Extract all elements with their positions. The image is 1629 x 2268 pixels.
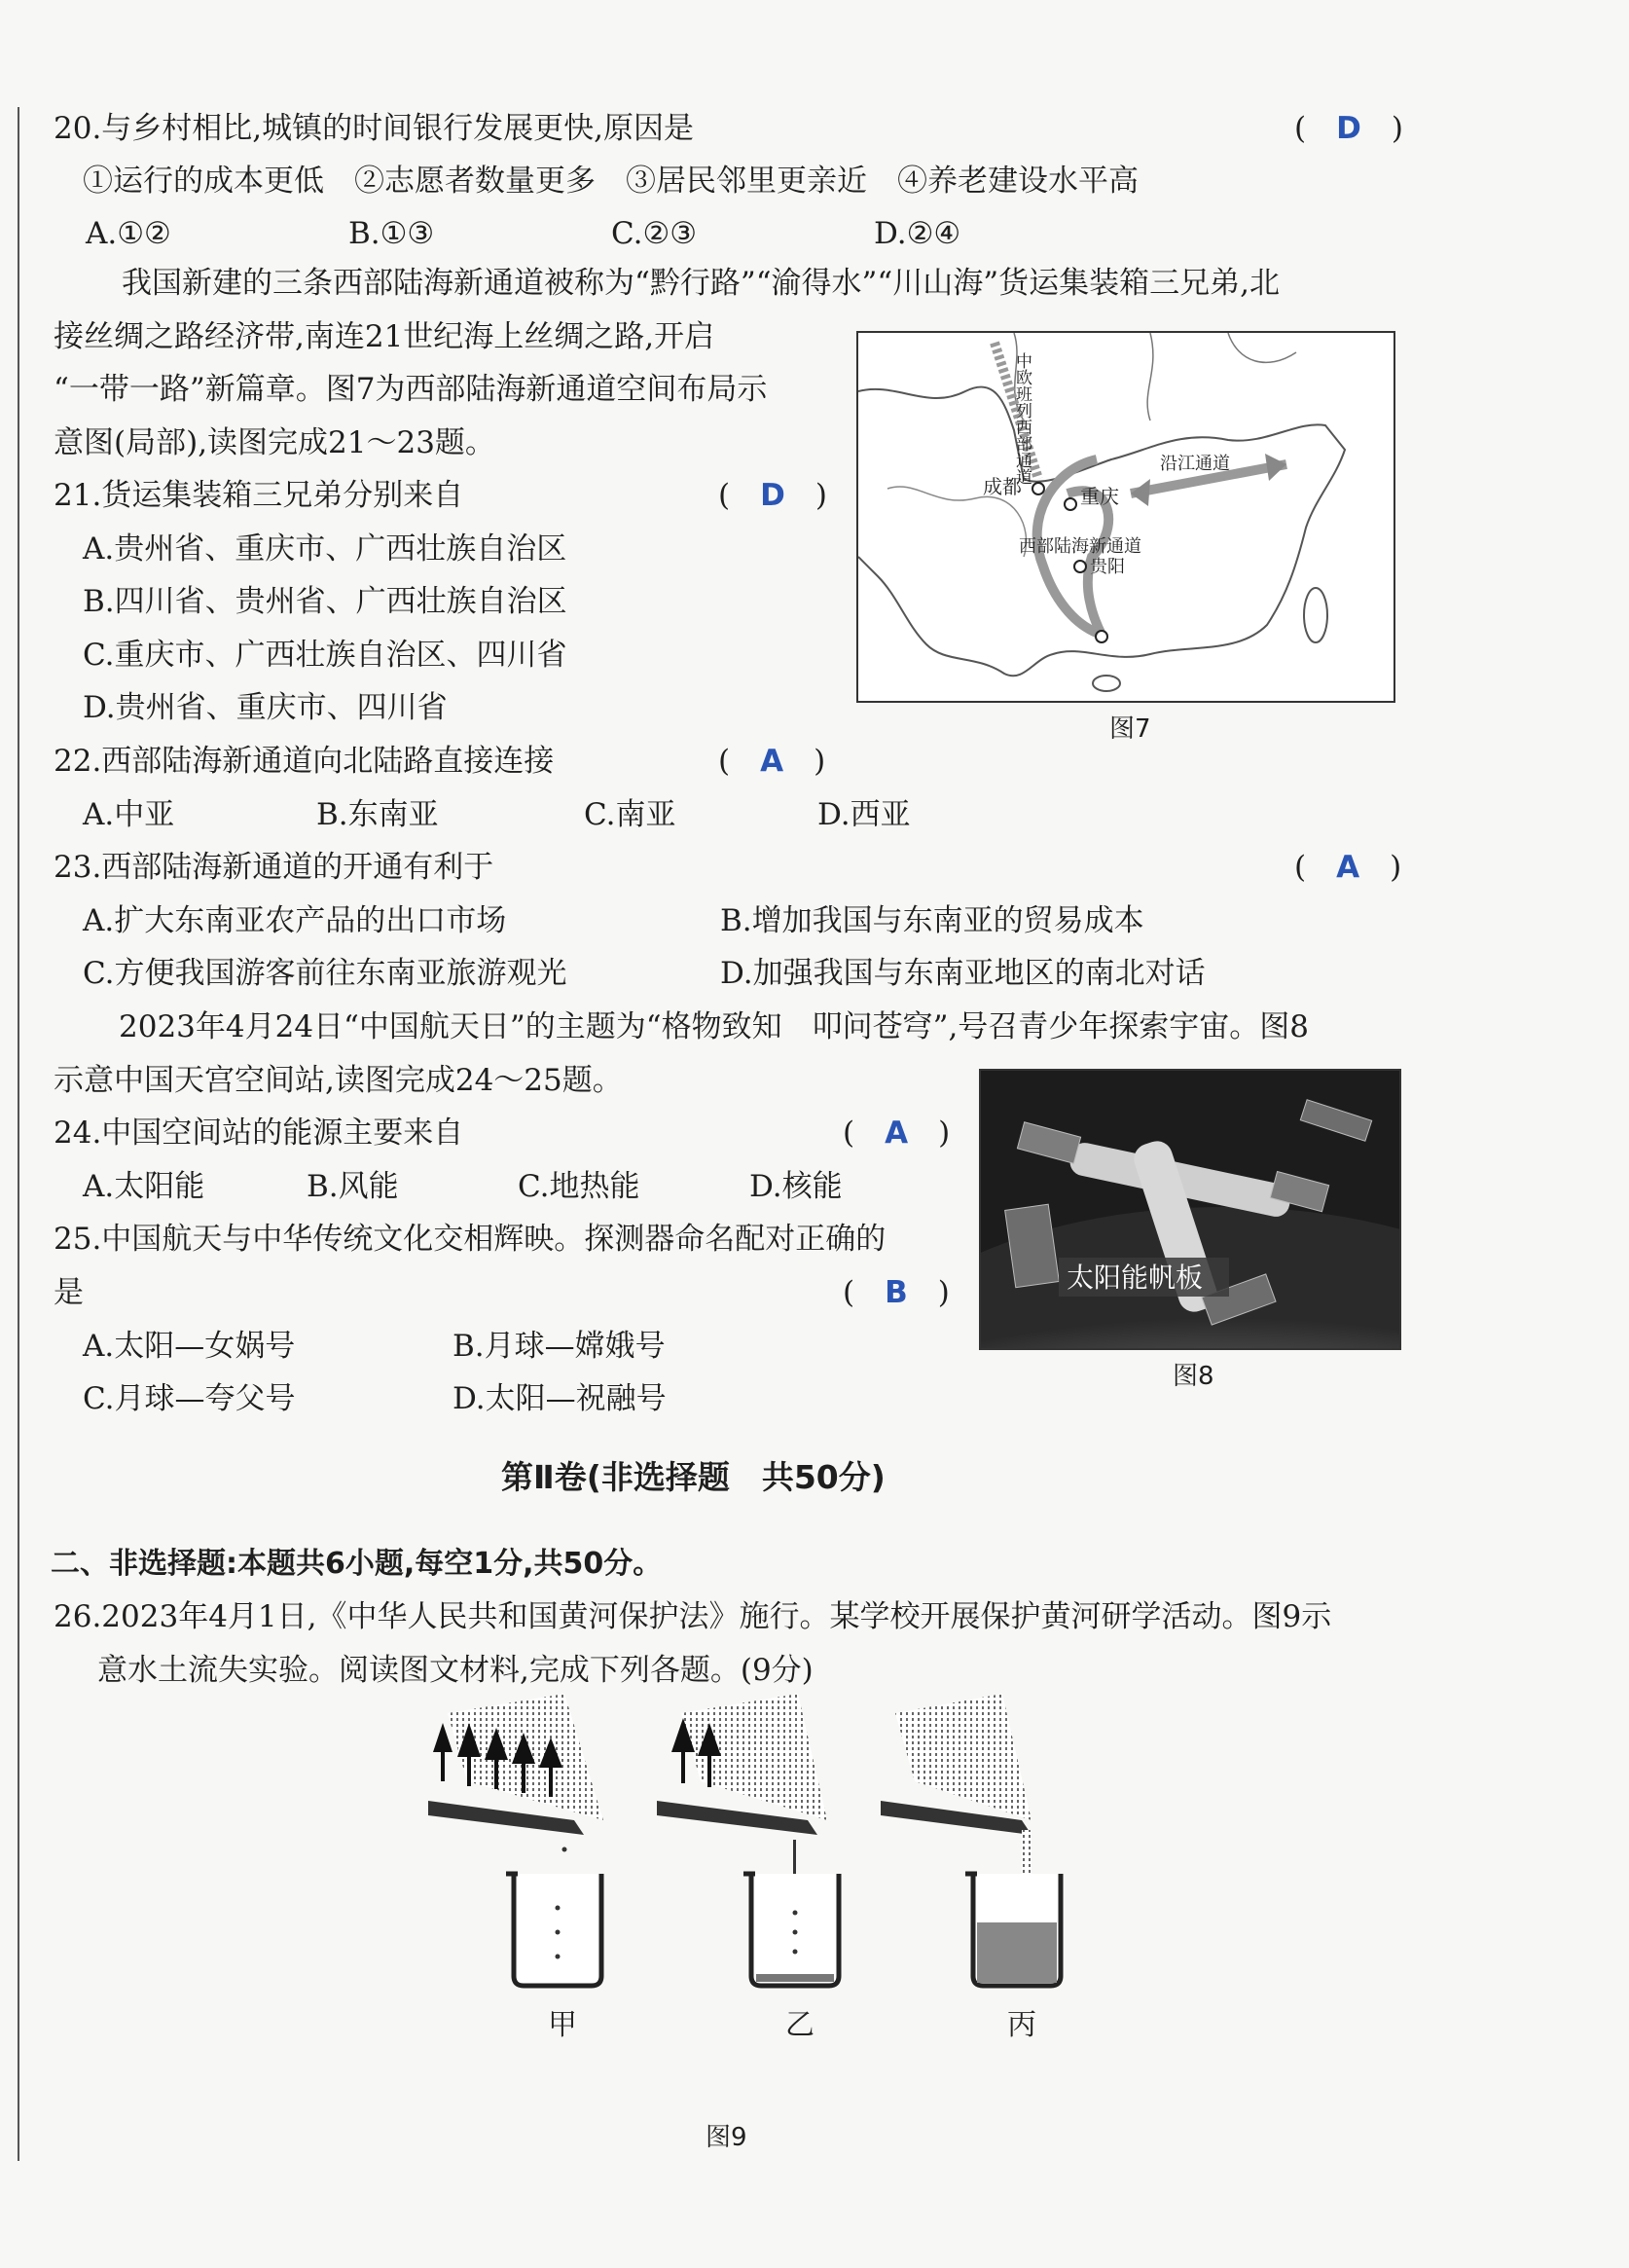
label-guiyang: 贵阳 bbox=[1090, 557, 1125, 577]
map-borders bbox=[1014, 333, 1296, 421]
q23-stem: 23.西部陆海新通道的开通有利于 bbox=[54, 850, 494, 885]
q26-line1: 26.2023年4月1日,《中华人民共和国黄河保护法》施行。某学校开展保护黄河研学活动。图9示 bbox=[54, 1599, 1332, 1634]
q20-answer: ( D ) bbox=[1294, 111, 1403, 146]
q21-stem: 21.货运集装箱三兄弟分别来自 bbox=[54, 478, 464, 513]
q24-answer: ( A ) bbox=[843, 1116, 951, 1151]
q21-answer-letter: D bbox=[760, 478, 785, 513]
q24-option-a: A.太阳能 bbox=[83, 1169, 205, 1204]
q20-option-d: D.②④ bbox=[874, 216, 961, 251]
label-yi: 乙 bbox=[785, 2008, 814, 2042]
figure-8-svg bbox=[981, 1071, 1399, 1348]
label-bing: 丙 bbox=[1007, 2008, 1036, 2042]
q23-answer: ( A ) bbox=[1294, 850, 1402, 885]
city-guiyang-marker bbox=[1074, 561, 1086, 572]
label-solar-panel: 太阳能帆板 bbox=[1067, 1262, 1204, 1294]
intro21-line2: 接丝绸之路经济带,南连21世纪海上丝绸之路,开启 bbox=[54, 319, 715, 354]
arrow-yanjiang-east bbox=[1265, 454, 1286, 481]
setup-bing bbox=[881, 1694, 1061, 1986]
setup-yi bbox=[657, 1694, 839, 1986]
q20-stem: 20.与乡村相比,城镇的时间银行发展更快,原因是 bbox=[54, 111, 695, 146]
q22-answer: ( A ) bbox=[718, 744, 826, 779]
figure-8-caption: 图8 bbox=[1173, 1362, 1214, 1391]
q24-option-d: D.核能 bbox=[749, 1169, 843, 1204]
island-taiwan bbox=[1304, 588, 1327, 642]
q22-option-a: A.中亚 bbox=[83, 797, 175, 832]
q22-answer-letter: A bbox=[760, 744, 784, 779]
q25-stem-line2: 是 bbox=[54, 1275, 84, 1310]
q24-option-b: B.风能 bbox=[307, 1169, 399, 1204]
q21-option-a: A.贵州省、重庆市、广西壮族自治区 bbox=[83, 531, 567, 567]
label-chongqing: 重庆 bbox=[1080, 485, 1119, 508]
q20-option-c: C.②③ bbox=[611, 216, 698, 251]
q23-answer-letter: A bbox=[1336, 850, 1360, 885]
label-yanjiang: 沿江通道 bbox=[1160, 454, 1230, 474]
q22-option-d: D.西亚 bbox=[817, 797, 911, 832]
intro21-line3: “一带一路”新篇章。图7为西部陆海新通道空间布局示 bbox=[54, 372, 768, 407]
city-chengdu-marker bbox=[1032, 483, 1044, 494]
figure-7-caption: 图7 bbox=[1109, 714, 1151, 744]
q24-stem: 24.中国空间站的能源主要来自 bbox=[54, 1116, 464, 1151]
arrow-yanjiang-west bbox=[1131, 479, 1150, 506]
q20-answer-letter: D bbox=[1336, 111, 1361, 146]
label-jia: 甲 bbox=[548, 2008, 577, 2042]
figure-9-experiment bbox=[409, 1694, 1109, 2112]
setup-jia bbox=[428, 1694, 603, 1986]
binding-margin-line bbox=[18, 107, 19, 2161]
q23-option-b: B.增加我国与东南亚的贸易成本 bbox=[720, 903, 1144, 938]
part2-title: 第Ⅱ卷(非选择题 共50分) bbox=[501, 1458, 886, 1496]
figure-9-svg bbox=[409, 1694, 1109, 2112]
q21-option-c: C.重庆市、广西壮族自治区、四川省 bbox=[83, 638, 567, 673]
q22-stem: 22.西部陆海新通道向北陆路直接连接 bbox=[54, 744, 555, 779]
q23-option-c: C.方便我国游客前往东南亚旅游观光 bbox=[83, 956, 567, 991]
q21-option-d: D.贵州省、重庆市、四川省 bbox=[83, 690, 448, 725]
q25-option-b: B.月球—嫦娥号 bbox=[452, 1329, 666, 1364]
city-chongqing-marker bbox=[1065, 498, 1076, 510]
q26-line2: 意水土流失实验。阅读图文材料,完成下列各题。(9分) bbox=[97, 1653, 814, 1688]
intro24-line2: 示意中国天宫空间站,读图完成24～25题。 bbox=[54, 1063, 623, 1098]
label-chengdu: 成都 bbox=[983, 475, 1022, 498]
intro21-line4: 意图(局部),读图完成21～23题。 bbox=[54, 425, 495, 460]
q21-answer: ( D ) bbox=[718, 478, 827, 513]
figure-8-photo bbox=[979, 1069, 1401, 1350]
figure-7-svg bbox=[858, 333, 1394, 701]
q25-option-c: C.月球—夸父号 bbox=[83, 1381, 296, 1416]
part2-heading: 二、非选择题:本题共6小题,每空1分,共50分。 bbox=[51, 1547, 663, 1581]
island-hainan bbox=[1093, 676, 1120, 691]
q25-answer-letter: B bbox=[885, 1275, 908, 1310]
intro21-line1: 我国新建的三条西部陆海新通道被称为“黔行路”“渝得水”“川山海”货运集装箱三兄弟,北 bbox=[122, 266, 1280, 301]
q25-option-a: A.太阳—女娲号 bbox=[83, 1329, 296, 1364]
q24-answer-letter: A bbox=[885, 1116, 909, 1151]
label-zhongou: 中欧班列西部通道 bbox=[1012, 352, 1032, 485]
figure-9-caption: 图9 bbox=[706, 2123, 747, 2152]
figure-7-map bbox=[856, 331, 1395, 703]
label-xibu: 西部陆海新通道 bbox=[1019, 536, 1141, 557]
q20-option-b: B.①③ bbox=[348, 216, 435, 251]
q20-option-a: A.①② bbox=[86, 216, 171, 251]
q25-answer: ( B ) bbox=[843, 1275, 950, 1310]
q23-option-a: A.扩大东南亚农产品的出口市场 bbox=[83, 903, 507, 938]
q23-option-d: D.加强我国与东南亚地区的南北对话 bbox=[720, 956, 1206, 991]
q21-option-b: B.四川省、贵州省、广西壮族自治区 bbox=[83, 584, 567, 619]
q25-stem-line1: 25.中国航天与中华传统文化交相辉映。探测器命名配对正确的 bbox=[54, 1222, 887, 1257]
q20-items: ①运行的成本更低 ②志愿者数量更多 ③居民邻里更亲近 ④养老建设水平高 bbox=[83, 164, 1139, 199]
q25-option-d: D.太阳—祝融号 bbox=[452, 1381, 667, 1416]
intro24-line1: 2023年4月24日“中国航天日”的主题为“格物致知 叩问苍穹”,号召青少年探索宇宙。图8 bbox=[119, 1009, 1310, 1044]
port-marker bbox=[1096, 631, 1107, 642]
q24-option-c: C.地热能 bbox=[518, 1169, 640, 1204]
q22-option-b: B.东南亚 bbox=[316, 797, 439, 832]
q22-option-c: C.南亚 bbox=[584, 797, 676, 832]
